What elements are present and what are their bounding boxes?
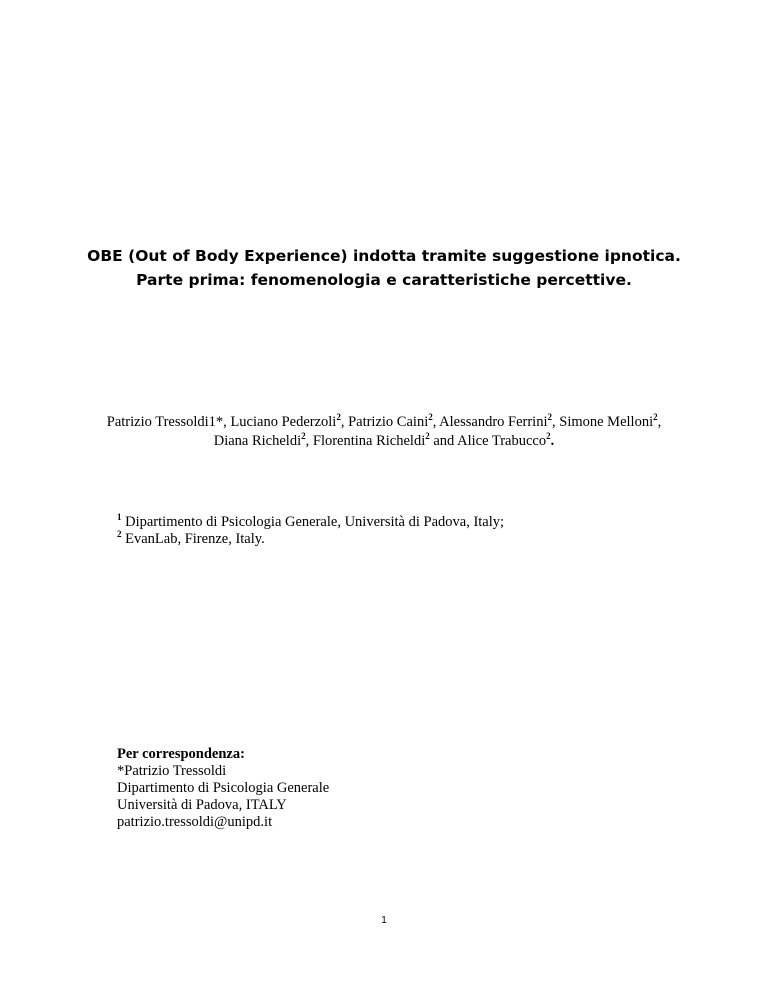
paper-title xyxy=(0,244,768,292)
affiliation-text: Dipartimento di Psicologia Generale, Università di Padova, Italy; xyxy=(121,514,505,530)
author-text: , Patrizio Caini xyxy=(340,414,429,430)
author-text: Luciano Pederzoli xyxy=(230,414,337,430)
author-text: Diana Richeldi xyxy=(213,433,302,449)
author-line-1 xyxy=(0,413,768,432)
author-text: , Alessandro Ferrini xyxy=(432,414,548,430)
correspondence-line: Università di Padova, ITALY xyxy=(117,797,287,813)
author-text: , Florentina Richeldi xyxy=(305,433,426,449)
page-number: 1 xyxy=(381,915,387,926)
affiliation-mark: 2 xyxy=(425,431,430,442)
affiliation-number: 2 xyxy=(117,529,122,540)
correspondence-block xyxy=(117,746,329,831)
correspondence-line: Dipartimento di Psicologia Generale xyxy=(117,780,330,796)
author-list xyxy=(0,413,768,451)
affiliation-mark: 2 xyxy=(428,412,433,423)
correspondence-line: *Patrizio Tressoldi xyxy=(117,763,227,779)
title-line-2: Parte prima: fenomenologia e caratteristiche percettive. xyxy=(136,271,632,289)
author-text: , xyxy=(657,414,662,430)
author-text: and Alice Trabucco xyxy=(429,433,547,449)
title-line-1: OBE (Out of Body Experience) indotta tramite suggestione ipnotica. xyxy=(87,247,681,265)
affiliation-mark: 2 xyxy=(653,412,658,423)
affiliation-mark: 2 xyxy=(547,412,552,423)
author-line-2 xyxy=(0,432,768,451)
author-text: Patrizio Tressoldi1*, xyxy=(106,414,231,430)
correspondence-email: patrizio.tressoldi@unipd.it xyxy=(117,814,273,830)
affiliation-mark: 2 xyxy=(546,431,551,442)
author-text: . xyxy=(550,433,555,449)
affiliation-list xyxy=(117,514,504,548)
author-text: , Simone Melloni xyxy=(552,414,654,430)
affiliation-item xyxy=(117,531,504,548)
affiliation-mark: 2 xyxy=(336,412,341,423)
correspondence-heading: Per correspondenza: xyxy=(117,746,245,762)
affiliation-number: 1 xyxy=(117,512,122,523)
affiliation-mark: 2 xyxy=(301,431,306,442)
affiliation-item xyxy=(117,514,504,531)
affiliation-text: EvanLab, Firenze, Italy. xyxy=(121,531,265,547)
